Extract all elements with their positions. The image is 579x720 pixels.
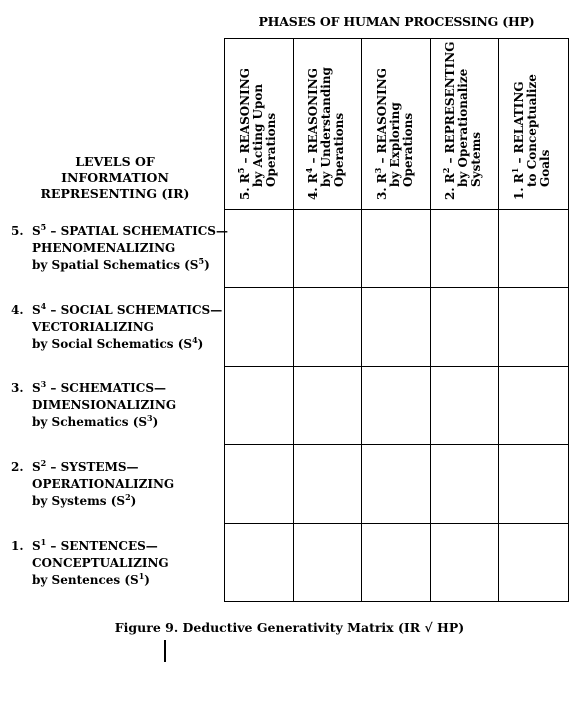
row-label-line-2: CONCEPTUALIZING — [32, 556, 169, 570]
row-number: 2. — [11, 460, 24, 474]
column-header-text — [235, 42, 278, 200]
matrix-cell — [225, 367, 294, 445]
column-header-line-1 — [440, 41, 457, 200]
row-label-line-3-end: ) — [204, 258, 210, 272]
row-label-line-3-end: ) — [130, 494, 137, 508]
matrix-cell — [430, 524, 499, 602]
matrix-cell — [430, 210, 499, 288]
row-label-line-1 — [11, 380, 221, 397]
column-header-line-2: by Exploring — [387, 102, 402, 187]
column-code-superscript: 1 — [510, 167, 520, 174]
row-code-superscript: 5 — [40, 222, 47, 232]
row-code-superscript: 4 — [40, 301, 47, 311]
column-code-superscript: 2 — [440, 167, 451, 174]
row-code-superscript: 3 — [40, 379, 47, 389]
row-label-line-3-end: ) — [197, 337, 204, 351]
column-header-line-3: Operations — [331, 112, 346, 187]
matrix-cell — [362, 445, 431, 524]
column-code: R — [512, 173, 526, 184]
matrix-cell — [225, 524, 294, 602]
row-label-line-1 — [11, 538, 221, 555]
column-header-line-3: Systems — [468, 131, 483, 187]
row-title: – SYSTEMS— — [46, 460, 139, 474]
row-label-5 — [11, 538, 221, 589]
row-title: – SCHEMATICS— — [46, 381, 167, 395]
row-label-4 — [11, 459, 221, 510]
matrix-cell — [293, 210, 362, 288]
column-header-4 — [430, 39, 499, 210]
row-code-superscript: 2 — [40, 458, 47, 468]
row-code: S — [32, 303, 41, 317]
row-label-line-2: PHENOMENALIZING — [32, 241, 176, 255]
column-title: – RELATING — [512, 81, 526, 168]
row-label-line-3 — [11, 572, 221, 589]
matrix-cell — [362, 288, 431, 367]
row-code: S — [32, 224, 41, 238]
row-label-line-3-text: by Spatial Schematics (S — [32, 258, 199, 272]
column-header-3 — [362, 39, 431, 210]
column-number: 5. — [237, 187, 252, 200]
column-title: – REPRESENTING — [442, 41, 457, 168]
row-label-line-3 — [11, 493, 221, 510]
matrix-cell — [225, 210, 294, 288]
levels-title — [40, 154, 190, 202]
column-code: R — [305, 173, 320, 184]
row-code: S — [32, 460, 41, 474]
column-header-text — [440, 41, 483, 200]
column-code-superscript: 3 — [372, 167, 383, 174]
matrix-cell — [499, 210, 569, 288]
row-label-line-3-superscript: 5 — [198, 256, 205, 266]
column-header-line-1 — [372, 42, 389, 200]
column-code-superscript: 5 — [235, 167, 246, 174]
column-header-line-3: Operations — [263, 112, 278, 187]
row-label-line-3-superscript: 4 — [192, 335, 198, 345]
column-header-text — [303, 42, 346, 200]
row-label-line-3-superscript: 2 — [125, 492, 131, 502]
matrix-cell — [499, 524, 569, 602]
row-label-line-3-end: ) — [152, 415, 159, 429]
row-title: – SOCIAL SCHEMATICS— — [46, 303, 223, 317]
row-label-line-3 — [11, 257, 221, 274]
column-header-1 — [225, 39, 294, 210]
row-label-line-1 — [11, 302, 221, 319]
row-label-line-3-superscript: 3 — [147, 413, 153, 423]
matrix-cell — [499, 288, 569, 367]
figure-caption: Figure 9. Deductive Generativity Matrix (IR √ HP) — [114, 620, 465, 635]
levels-title-line-2: INFORMATION — [61, 170, 169, 185]
column-header-5 — [499, 39, 569, 210]
row-number: 1. — [11, 539, 24, 553]
column-header-line-2: to Conceptualize — [525, 74, 539, 187]
row-label-line-3-end: ) — [144, 573, 150, 587]
matrix-cell — [430, 288, 499, 367]
matrix-cell — [293, 445, 362, 524]
column-title: – REASONING — [305, 68, 320, 168]
row-label-line-3-text: by Sentences (S — [32, 573, 139, 587]
row-number: 3. — [11, 381, 24, 395]
matrix-grid — [224, 38, 569, 602]
matrix-cell — [362, 210, 431, 288]
row-label-line-2: DIMENSIONALIZING — [32, 398, 177, 412]
row-label-2 — [11, 302, 221, 353]
levels-title-line-1: LEVELS OF — [75, 154, 155, 169]
row-code: S — [32, 539, 41, 553]
column-title: – REASONING — [237, 68, 252, 168]
column-header-line-2: by Operationalize — [455, 68, 470, 187]
column-header-text — [510, 42, 552, 200]
row-label-3 — [11, 380, 221, 431]
column-header-line-1 — [235, 42, 252, 200]
matrix-cell — [430, 445, 499, 524]
row-label-line-3-text: by Schematics (S — [32, 415, 148, 429]
matrix-cell — [225, 288, 294, 367]
column-code-superscript: 4 — [303, 167, 314, 174]
column-code: R — [374, 173, 389, 184]
row-label-line-3-text: by Systems (S — [32, 494, 126, 508]
row-label-line-3 — [11, 336, 221, 353]
levels-title-line-3: REPRESENTING (IR) — [40, 186, 190, 201]
column-header-line-3: Operations — [400, 112, 415, 187]
column-title: – REASONING — [374, 68, 389, 168]
row-title: – SENTENCES— — [46, 539, 158, 553]
row-label-line-3-superscript: 1 — [138, 571, 145, 581]
column-number: 3. — [374, 187, 389, 200]
matrix-cell — [293, 288, 362, 367]
row-label-line-2: OPERATIONALIZING — [32, 477, 175, 491]
matrix-cell — [499, 445, 569, 524]
matrix-cell — [430, 367, 499, 445]
row-title: – SPATIAL SCHEMATICS— — [46, 224, 228, 238]
matrix-cell — [362, 367, 431, 445]
row-code-superscript: 1 — [40, 537, 47, 547]
column-header-line-2: by Acting Upon — [250, 83, 265, 187]
row-label-line-1 — [11, 459, 221, 476]
column-header-2 — [293, 39, 362, 210]
row-label-line-1 — [11, 222, 228, 240]
column-header-line-2: by Understanding — [318, 67, 333, 187]
column-code: R — [237, 173, 252, 184]
column-number: 2. — [442, 187, 457, 200]
row-code: S — [32, 381, 41, 395]
matrix-cell — [362, 524, 431, 602]
column-number: 4. — [305, 187, 320, 200]
text-cursor — [164, 640, 166, 662]
matrix-cell — [225, 445, 294, 524]
matrix-cell — [293, 524, 362, 602]
column-number: 1. — [512, 187, 526, 200]
matrix-cell — [499, 367, 569, 445]
column-code: R — [442, 173, 457, 184]
row-label-line-3-text: by Social Schematics (S — [32, 337, 193, 351]
phases-title: PHASES OF HUMAN PROCESSING (HP) — [258, 14, 535, 29]
column-header-line-1 — [303, 42, 320, 200]
column-header-text — [372, 42, 415, 200]
row-number: 4. — [11, 303, 24, 317]
row-label-line-3 — [11, 414, 221, 431]
matrix-cell — [293, 367, 362, 445]
row-label-line-2: VECTORIALIZING — [32, 320, 154, 334]
row-label-1 — [11, 222, 228, 274]
column-header-line-3: Goals — [538, 149, 552, 187]
row-number: 5. — [11, 224, 24, 238]
